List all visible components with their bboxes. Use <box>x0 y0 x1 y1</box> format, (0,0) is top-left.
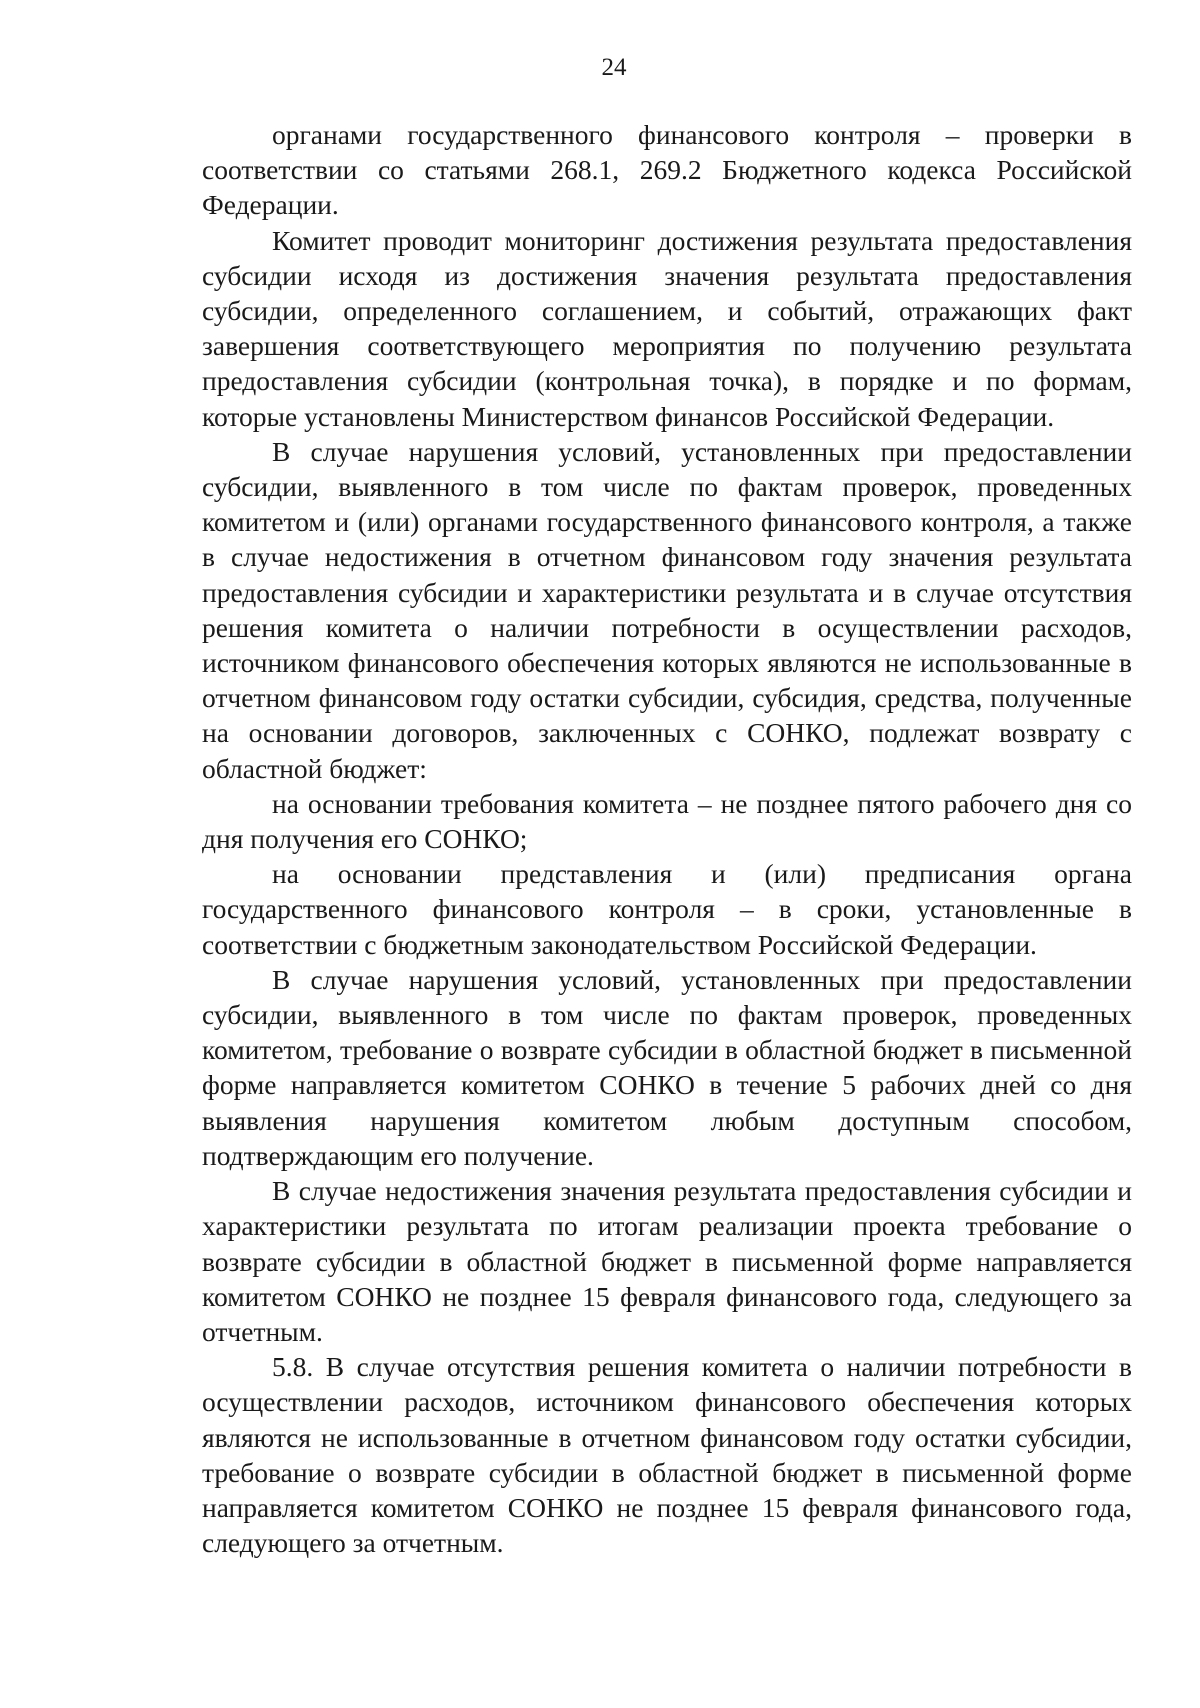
paragraph-continuation: органами государственного финансового контроля – проверки в соответствии со статьями 268.1, 269.2 Бюджетного кодекса Российской Федерации. <box>202 119 1132 221</box>
paragraph-result-not-achieved: В случае недостижения значения результата предоставления субсидии и характеристики результата по итогам реализации проекта требование о возврате субсидии в областной бюджет в письменной форме направляется комитетом СОНКО не позднее 15 февраля финансового года, следующего за отчетным. <box>202 1175 1132 1347</box>
paragraph-monitoring: Комитет проводит мониторинг достижения результата предоставления субсидии исходя из достижения значения результата предоставления субсидии, определенного соглашением, и событий, отражающих факт завершения соответствующего мероприятия по получению результата предоставления субсидии (контрольная точка), в порядке и по формам, которые установлены Министерством финансов Российской Федерации. <box>202 224 1132 432</box>
paragraph-committee-requirement: на основании требования комитета – не позднее пятого рабочего дня со дня получения его СОНКО; <box>202 787 1132 855</box>
document-body <box>202 117 1132 1560</box>
paragraph-violation-notice: В случае нарушения условий, установленных при предоставлении субсидии, выявленного в том числе по фактам проверок, проведенных комитетом, требование о возврате субсидии в областной бюджет в письменной форме направляется комитетом СОНКО в течение 5 рабочих дней со дня выявления нарушения комитетом любым доступным способом, подтверждающим его получение. <box>202 963 1132 1171</box>
paragraph-control-body-order: на основании представления и (или) предписания органа государственного финансового контроля – в сроки, установленные в соответствии с бюджетным законодательством Российской Федерации. <box>202 858 1132 960</box>
paragraph-violation-return: В случае нарушения условий, установленных при предоставлении субсидии, выявленного в том числе по фактам проверок, проведенных комитетом и (или) органами государственного финансового контроля, а также в случае недостижения в отчетном финансовом году значения результата предоставления субсидии и характеристики результата и в случае отсутствия решения комитета о наличии потребности в осуществлении расходов, источником финансового обеспечения которых являются не использованные в отчетном финансовом году остатки субсидии, субсидия, средства, полученные на основании договоров, заключенных с СОНКО, подлежат возврату с областной бюджет: <box>202 435 1132 784</box>
page-number: 24 <box>601 54 627 81</box>
paragraph-5-8: 5.8. В случае отсутствия решения комитета о наличии потребности в осуществлении расходов, источником финансового обеспечения которых являются не использованные в отчетном финансовом году остатки субсидии, требование о возврате субсидии в областной бюджет в письменной форме направляется комитетом СОНКО не позднее 15 февраля финансового года, следующего за отчетным. <box>202 1351 1132 1559</box>
